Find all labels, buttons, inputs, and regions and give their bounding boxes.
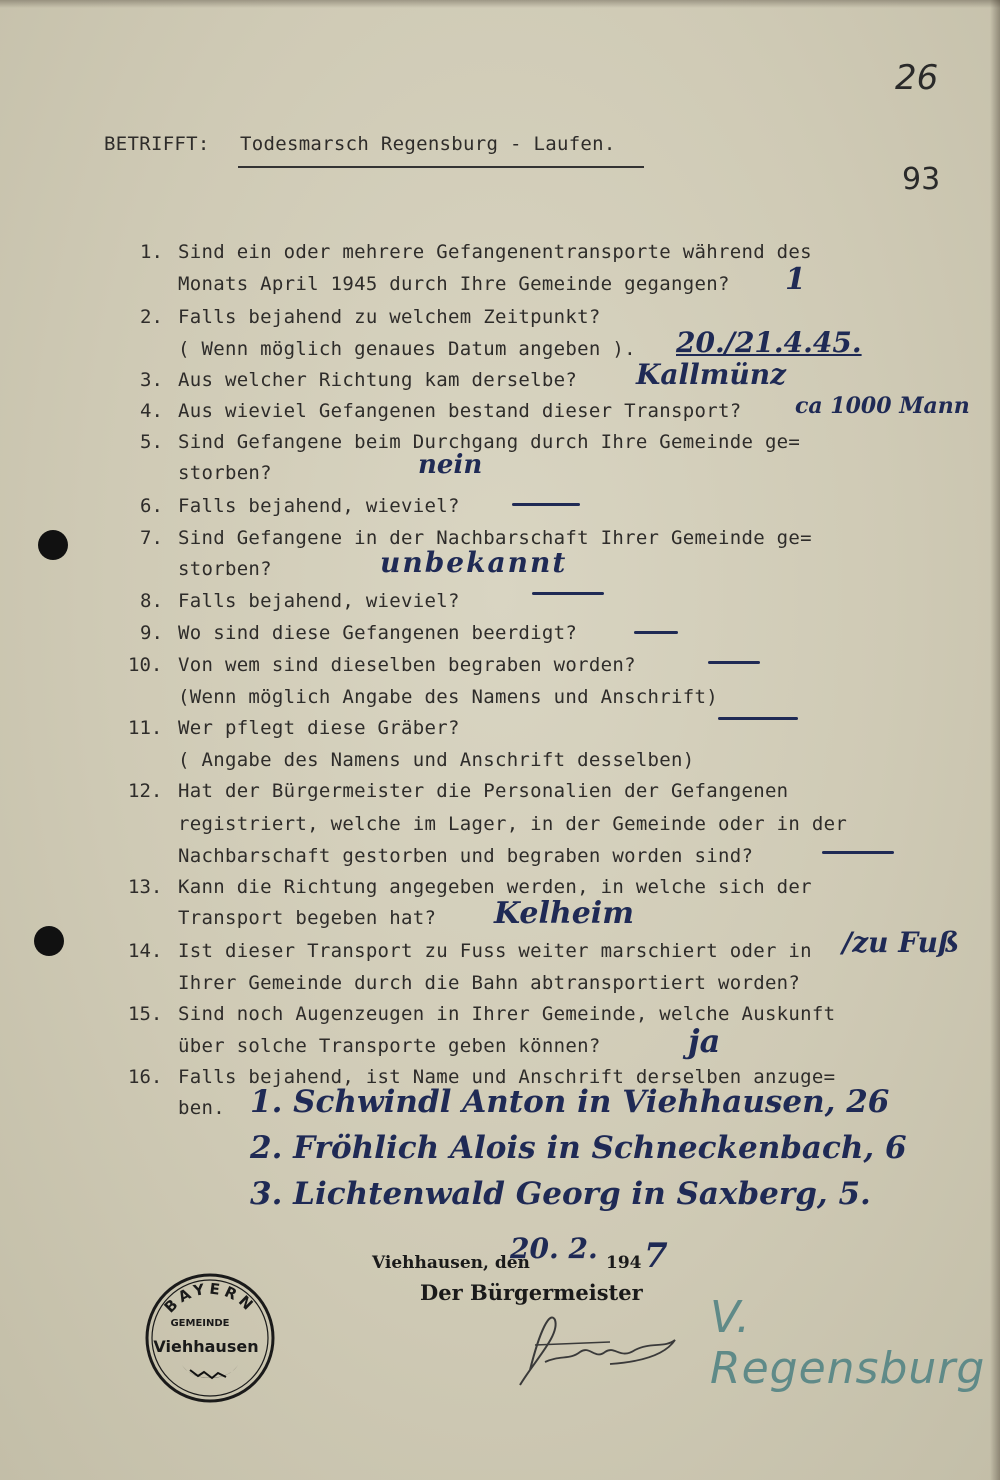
answer-handwritten: ja: [688, 1022, 721, 1060]
municipal-stamp: [142, 1270, 278, 1406]
question-line: Transport begeben hat?: [178, 907, 437, 929]
mayor-signature: [490, 1300, 690, 1400]
answer-dash: [634, 631, 678, 634]
question-line: Falls bejahend zu welchem Zeitpunkt?: [178, 306, 601, 328]
paper-edge-top: [0, 0, 1000, 8]
mayor-title: Der Bürgermeister: [420, 1280, 643, 1305]
answer-handwritten: 1: [785, 262, 806, 297]
stamp-middle-text: GEMEINDE: [170, 1318, 230, 1329]
answer-handwritten: unbekannt: [380, 546, 568, 579]
answer-handwritten: ca 1000 Mann: [795, 393, 970, 419]
question-number: 10.: [128, 654, 163, 676]
question-line: Sind noch Augenzeugen in Ihrer Gemeinde, welche Auskunft: [178, 1003, 836, 1025]
question-line: Wo sind diese Gefangenen beerdigt?: [178, 622, 578, 644]
page-number: 93: [902, 162, 941, 197]
question-number: 16.: [128, 1066, 163, 1088]
date-handwritten: 20. 2.: [510, 1232, 598, 1265]
question-line: Nachbarschaft gestorben und begraben worden sind?: [178, 845, 754, 867]
answer-handwritten: /zu Fuß: [842, 926, 960, 959]
question-number: 8.: [140, 590, 163, 612]
question-line: ben.: [178, 1097, 225, 1119]
question-line: storben?: [178, 558, 272, 580]
question-number: 9.: [140, 622, 163, 644]
question-line: über solche Transporte geben können?: [178, 1035, 601, 1057]
question-line: ( Angabe des Namens und Anschrift desselben): [178, 749, 695, 771]
answer-dash: [532, 592, 604, 595]
witness-entry: 1. Schwindl Anton in Viehhausen, 26: [250, 1084, 890, 1120]
subject-label: BETRIFFT:: [104, 133, 210, 155]
question-line: Falls bejahend, wieviel?: [178, 590, 460, 612]
question-line: registriert, welche im Lager, in der Gemeinde oder in der: [178, 813, 848, 835]
paper-edge-right: [990, 0, 1000, 1480]
answer-dash: [708, 661, 760, 664]
place-date-label: Viehhausen, den: [372, 1253, 530, 1273]
question-line: Falls bejahend, ist Name und Anschrift derselben anzuge=: [178, 1066, 836, 1088]
question-line: storben?: [178, 462, 272, 484]
stamp-bottom-text: Viehhausen: [153, 1337, 259, 1356]
witness-entry: 3. Lichtenwald Georg in Saxberg, 5.: [250, 1176, 871, 1212]
question-line: Von wem sind dieselben begraben worden?: [178, 654, 636, 676]
answer-handwritten: nein: [418, 450, 483, 480]
punch-hole-top: [38, 530, 68, 560]
answer-handwritten: Kelheim: [494, 896, 634, 931]
question-number: 11.: [128, 717, 163, 739]
stamp-top-text: BAYERN: [160, 1279, 260, 1317]
page-number-pencil: 26: [895, 58, 939, 98]
question-number: 6.: [140, 495, 163, 517]
year-handwritten: 7: [644, 1236, 668, 1276]
question-line: Wer pflegt diese Gräber?: [178, 717, 460, 739]
question-line: Falls bejahend, wieviel?: [178, 495, 460, 517]
question-line: Aus wieviel Gefangenen bestand dieser Transport?: [178, 400, 742, 422]
year-prefix: 194: [606, 1253, 642, 1273]
subject-text: Todesmarsch Regensburg - Laufen.: [240, 133, 616, 155]
question-number: 7.: [140, 527, 163, 549]
question-number: 13.: [128, 876, 163, 898]
answer-handwritten: 20./21.4.45.: [676, 326, 862, 359]
question-line: Ist dieser Transport zu Fuss weiter marschiert oder in: [178, 940, 812, 962]
pencil-signature: V. Regensburg: [710, 1292, 986, 1394]
question-number: 12.: [128, 780, 163, 802]
question-number: 5.: [140, 431, 163, 453]
answer-handwritten: Kallmünz: [636, 358, 786, 391]
punch-hole-bottom: [34, 926, 64, 956]
question-line: Kann die Richtung angegeben werden, in welche sich der: [178, 876, 812, 898]
question-number: 3.: [140, 369, 163, 391]
question-line: Aus welcher Richtung kam derselbe?: [178, 369, 578, 391]
question-line: Sind Gefangene in der Nachbarschaft Ihrer Gemeinde ge=: [178, 527, 812, 549]
question-line: Sind ein oder mehrere Gefangenentransporte während des: [178, 241, 812, 263]
answer-dash: [822, 851, 894, 854]
witness-entry: 2. Fröhlich Alois in Schneckenbach, 6: [250, 1130, 907, 1166]
question-line: ( Wenn möglich genaues Datum angeben ).: [178, 338, 636, 360]
question-line: Ihrer Gemeinde durch die Bahn abtransportiert worden?: [178, 972, 801, 994]
question-line: (Wenn möglich Angabe des Namens und Anschrift): [178, 686, 718, 708]
stamp-graphic: [142, 1270, 278, 1406]
question-number: 4.: [140, 400, 163, 422]
answer-dash: [718, 717, 798, 720]
subject-underline: [238, 166, 644, 168]
question-line: Hat der Bürgermeister die Personalien der Gefangenen: [178, 780, 789, 802]
question-number: 1.: [140, 241, 163, 263]
answer-dash: [512, 503, 580, 506]
question-number: 14.: [128, 940, 163, 962]
question-number: 15.: [128, 1003, 163, 1025]
question-line: Sind Gefangene beim Durchgang durch Ihre Gemeinde ge=: [178, 431, 801, 453]
question-number: 2.: [140, 306, 163, 328]
question-line: Monats April 1945 durch Ihre Gemeinde gegangen?: [178, 273, 730, 295]
